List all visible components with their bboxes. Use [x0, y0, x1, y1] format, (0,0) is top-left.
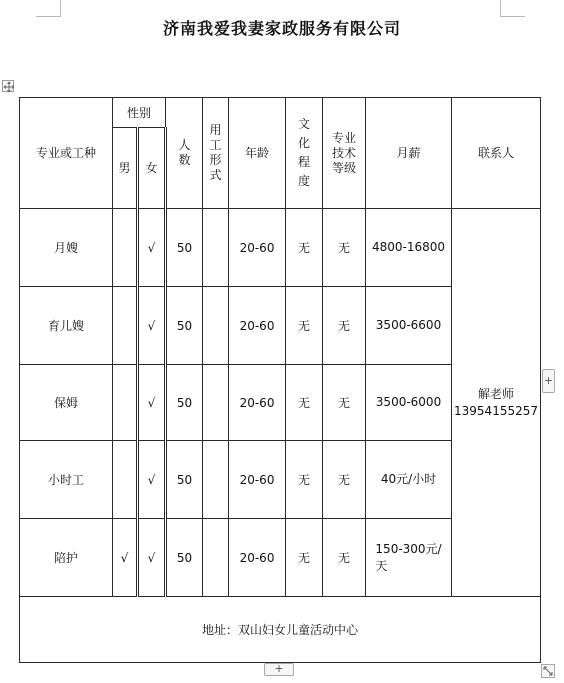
header-skill: 专业 技术 等级	[323, 98, 366, 209]
contact-name: 解老师	[478, 386, 515, 401]
cell-age: 20-60	[229, 365, 286, 441]
cell-skill: 无	[323, 519, 366, 597]
cell-salary: 150-300元/ 天	[366, 519, 452, 597]
header-salary: 月薪	[366, 98, 452, 209]
header-job: 专业或工种	[20, 98, 113, 209]
cell-salary: 3500-6600	[366, 287, 452, 365]
document-title: 济南我爱我妻家政服务有限公司	[162, 19, 401, 38]
header-count: 人 数	[166, 98, 203, 209]
table-resize-handle[interactable]	[541, 663, 555, 677]
cell-age: 20-60	[229, 287, 286, 365]
cell-male	[113, 287, 138, 365]
cell-male	[113, 441, 138, 519]
cell-education: 无	[286, 441, 323, 519]
cell-female: √	[138, 519, 166, 597]
cell-count: 50	[166, 519, 203, 597]
cell-female: √	[138, 365, 166, 441]
header-male: 男	[113, 128, 138, 209]
cell-age: 20-60	[229, 441, 286, 519]
table-move-handle[interactable]	[2, 80, 14, 92]
header-contact: 联系人	[452, 98, 541, 209]
cell-female: √	[138, 441, 166, 519]
cell-employment	[203, 441, 229, 519]
cell-skill: 无	[323, 209, 366, 287]
cell-job: 育儿嫂	[20, 287, 113, 365]
cell-female: √	[138, 287, 166, 365]
cell-count: 50	[166, 441, 203, 519]
cell-female: √	[138, 209, 166, 287]
cell-count: 50	[166, 287, 203, 365]
cell-education: 无	[286, 287, 323, 365]
crop-mark-top-left-v	[60, 0, 61, 16]
header-female: 女	[138, 128, 166, 209]
cell-address: 地址：双山妇女儿童活动中心	[20, 597, 541, 663]
cell-employment	[203, 287, 229, 365]
cell-employment	[203, 519, 229, 597]
cell-job: 保姆	[20, 365, 113, 441]
four-arrow-move-icon	[3, 81, 15, 93]
crop-mark-top-right-v	[500, 0, 501, 16]
header-education: 文 化 程 度	[286, 98, 323, 209]
cell-skill: 无	[323, 365, 366, 441]
cell-education: 无	[286, 209, 323, 287]
header-gender: 性别	[113, 98, 166, 128]
job-table	[19, 97, 541, 663]
add-row-button[interactable]: +	[264, 663, 294, 676]
cell-skill: 无	[323, 287, 366, 365]
cell-contact	[452, 209, 541, 597]
table-row	[20, 209, 541, 287]
cell-salary: 40元/小时	[366, 441, 452, 519]
cell-employment	[203, 365, 229, 441]
add-column-button[interactable]: +	[542, 369, 555, 393]
cell-job: 月嫂	[20, 209, 113, 287]
cell-salary: 4800-16800	[366, 209, 452, 287]
cell-employment	[203, 209, 229, 287]
cell-job: 小时工	[20, 441, 113, 519]
cell-skill: 无	[323, 441, 366, 519]
cell-count: 50	[166, 365, 203, 441]
contact-phone: 13954155257	[454, 403, 538, 418]
cell-male: √	[113, 519, 138, 597]
cell-education: 无	[286, 365, 323, 441]
cell-count: 50	[166, 209, 203, 287]
cell-age: 20-60	[229, 209, 286, 287]
cell-age: 20-60	[229, 519, 286, 597]
resize-corner-icon	[541, 664, 555, 678]
cell-job: 陪护	[20, 519, 113, 597]
cell-education: 无	[286, 519, 323, 597]
cell-male	[113, 365, 138, 441]
header-employment: 用 工 形 式	[203, 98, 229, 209]
cell-male	[113, 209, 138, 287]
cell-salary: 3500-6000	[366, 365, 452, 441]
header-age: 年龄	[229, 98, 286, 209]
